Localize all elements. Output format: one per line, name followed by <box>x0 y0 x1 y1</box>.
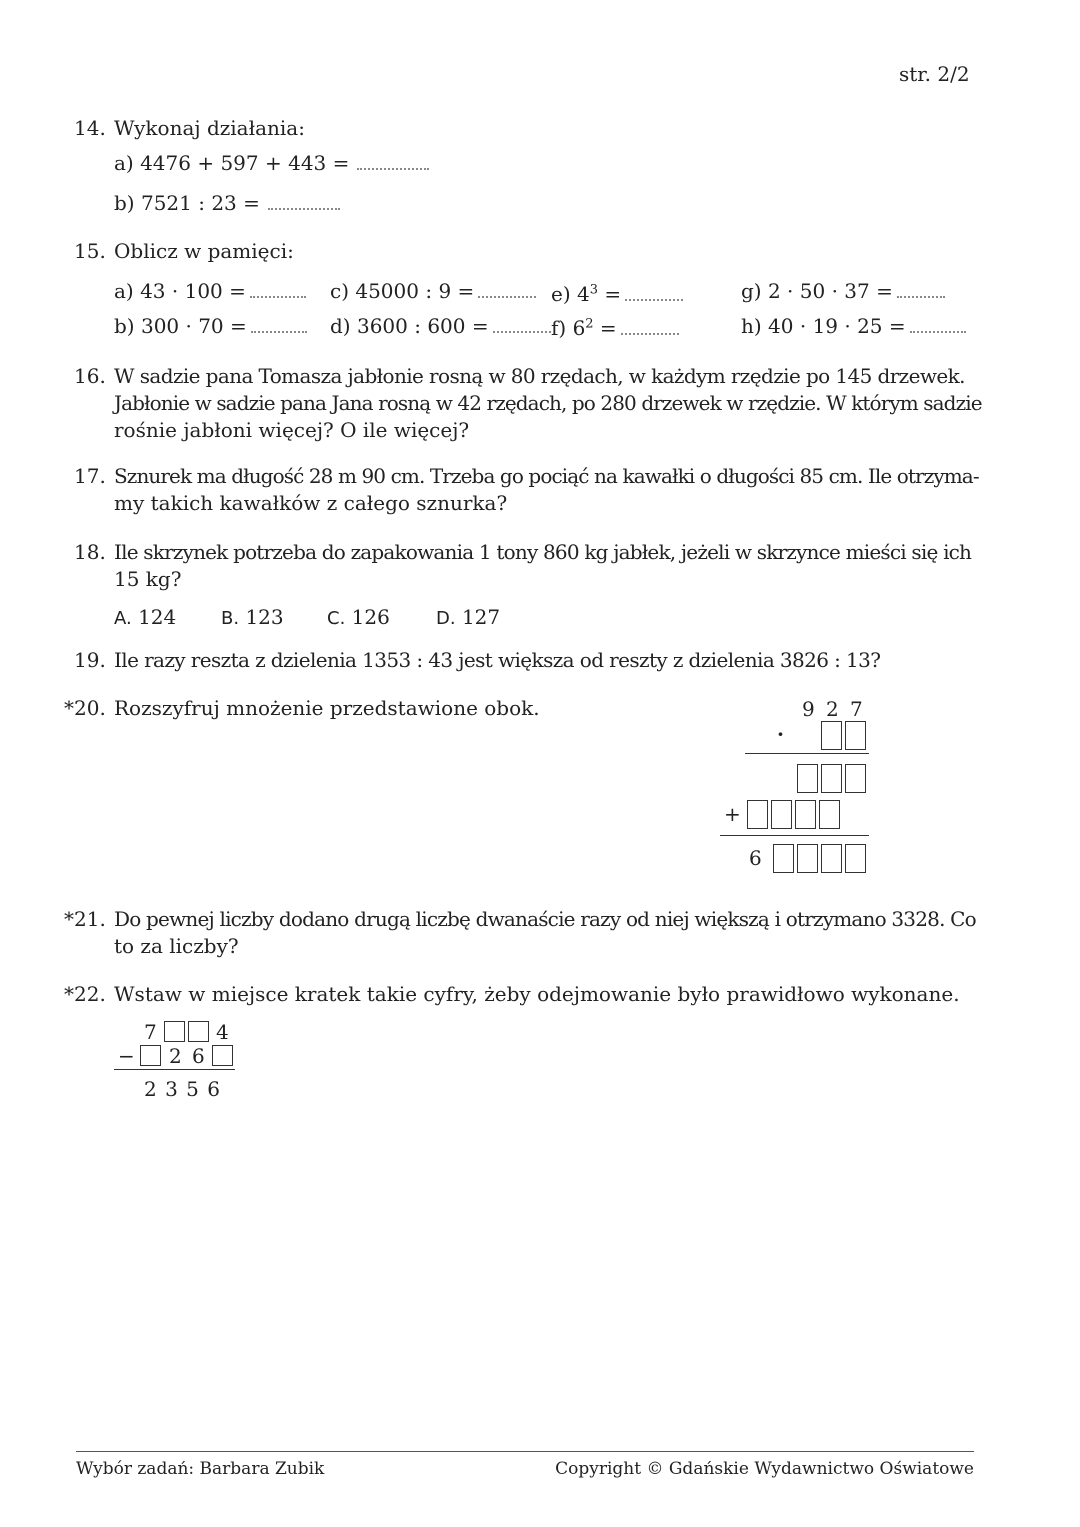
digit-box[interactable] <box>164 1021 185 1042</box>
digit: 6 <box>192 1044 205 1068</box>
digit-box[interactable] <box>845 844 866 873</box>
task-20-text: Rozszyfruj mnożenie przedstawione obok. <box>114 696 540 720</box>
task-15-f-eq: = <box>593 316 617 340</box>
task-15-g-text: g) 2 · 50 · 37 = <box>741 279 893 303</box>
digit-box[interactable] <box>797 764 818 793</box>
digit-box[interactable] <box>212 1045 233 1066</box>
task-15-f-base: f) 6 <box>551 316 586 340</box>
task-15-h-text: h) 40 · 19 · 25 = <box>741 314 906 338</box>
task-21-number: *21. <box>64 907 106 931</box>
answer-option-d[interactable] <box>436 605 500 631</box>
answer-blank[interactable] <box>357 156 429 170</box>
task-15-f-exp: 2 <box>585 316 594 332</box>
difference-line <box>114 1069 235 1070</box>
task-15-title: Oblicz w pamięci: <box>114 239 294 263</box>
footer-rule <box>76 1451 974 1452</box>
page-number: str. 2/2 <box>899 62 970 86</box>
task-21-line-2: to za liczby? <box>114 934 239 958</box>
task-19-number: 19. <box>74 648 106 672</box>
digit: 4 <box>216 1020 229 1044</box>
task-14-number: 14. <box>74 116 106 140</box>
task-15-a-text: a) 43 · 100 = <box>114 279 246 303</box>
task-15-b-text: b) 300 · 70 = <box>114 314 247 338</box>
task-14-title: Wykonaj działania: <box>114 116 305 140</box>
sum-line <box>720 835 869 836</box>
plus-sign: + <box>724 802 741 826</box>
digit-box[interactable] <box>821 721 842 750</box>
task-18-line-1: Ile skrzynek potrzeba do zapakowania 1 tony 860 kg jabłek, jeżeli w skrzynce mieści się ich <box>114 540 972 564</box>
option-letter: D. <box>436 608 456 629</box>
task-15-d-text: d) 3600 : 600 = <box>330 314 489 338</box>
digit-box[interactable] <box>140 1045 161 1066</box>
footer-copyright: Copyright © Gdańskie Wydawnictwo Oświatowe <box>555 1459 974 1479</box>
answer-blank[interactable] <box>625 287 683 301</box>
task-18-line-2: 15 kg? <box>114 567 182 591</box>
digit-box[interactable] <box>821 764 842 793</box>
task-15-c-text: c) 45000 : 9 = <box>330 279 475 303</box>
digit-box[interactable] <box>797 844 818 873</box>
digit: 2 <box>169 1044 182 1068</box>
answer-option-a[interactable] <box>114 605 176 631</box>
minus-sign: − <box>118 1044 135 1068</box>
task-16-number: 16. <box>74 364 106 388</box>
answer-blank[interactable] <box>910 319 966 333</box>
digit: 7 <box>144 1020 157 1044</box>
option-value: 126 <box>351 605 390 629</box>
option-value: 124 <box>138 605 177 629</box>
answer-option-b[interactable] <box>221 605 284 631</box>
task-17-line-2: my takich kawałków z całego sznurka? <box>114 491 508 515</box>
option-letter: C. <box>327 608 346 629</box>
answer-blank[interactable] <box>268 196 340 210</box>
result: 2 3 5 6 <box>144 1077 220 1101</box>
task-15-d <box>330 314 551 338</box>
task-16-line-3: rośnie jabłoni więcej? O ile więcej? <box>114 418 470 442</box>
digit-box[interactable] <box>819 800 840 829</box>
task-14-a-text: a) 4476 + 597 + 443 = <box>114 151 350 175</box>
task-22-text: Wstaw w miejsce kratek takie cyfry, żeby odejmowanie było prawidłowo wykonane. <box>114 982 960 1006</box>
digit-box[interactable] <box>747 800 768 829</box>
digit: 9 <box>802 697 815 721</box>
task-15-e-exp: 3 <box>589 282 599 298</box>
digit-box[interactable] <box>771 800 792 829</box>
task-14-a <box>114 151 429 175</box>
task-15-e <box>551 282 683 306</box>
task-17-line-1: Sznurek ma długość 28 m 90 cm. Trzeba go pociąć na kawałki o długości 85 cm. Ile otrzyma- <box>114 464 979 488</box>
digit-box[interactable] <box>773 844 794 873</box>
task-20-number: *20. <box>64 696 106 720</box>
digit: 2 <box>826 697 839 721</box>
answer-option-c[interactable] <box>327 605 390 631</box>
digit-box[interactable] <box>845 721 866 750</box>
task-15-b <box>114 314 307 338</box>
task-18-number: 18. <box>74 540 106 564</box>
answer-blank[interactable] <box>478 284 536 298</box>
task-14-b-text: b) 7521 : 23 = <box>114 191 260 215</box>
task-15-f <box>551 316 679 340</box>
task-19-text: Ile razy reszta z dzielenia 1353 : 43 jest większa od reszty z dzielenia 3826 : 13? <box>114 648 881 672</box>
answer-blank[interactable] <box>621 321 679 335</box>
answer-blank[interactable] <box>897 284 945 298</box>
digit-box[interactable] <box>845 764 866 793</box>
digit-box[interactable] <box>795 800 816 829</box>
times-sign: · <box>777 722 784 746</box>
digit-box[interactable] <box>188 1021 209 1042</box>
sum-line <box>745 753 869 754</box>
task-16-line-1: W sadzie pana Tomasza jabłonie rosną w 80 rzędach, w każdym rzędzie po 145 drzewek. <box>114 364 965 388</box>
task-15-e-base: e) 4 <box>551 282 590 306</box>
digit: 6 <box>749 846 762 870</box>
digit: 7 <box>850 697 863 721</box>
answer-blank[interactable] <box>251 319 307 333</box>
answer-blank[interactable] <box>493 319 551 333</box>
task-21-line-1: Do pewnej liczby dodano drugą liczbę dwanaście razy od niej większą i otrzymano 3328. Co <box>114 907 976 931</box>
option-letter: B. <box>221 608 240 629</box>
digit-box[interactable] <box>821 844 842 873</box>
task-22-number: *22. <box>64 982 106 1006</box>
task-17-number: 17. <box>74 464 106 488</box>
option-value: 127 <box>461 605 501 629</box>
task-15-e-eq: = <box>598 282 622 306</box>
option-letter: A. <box>114 608 132 629</box>
task-15-h <box>741 314 966 338</box>
task-15-number: 15. <box>74 239 106 263</box>
task-14-b <box>114 191 340 215</box>
task-15-c <box>330 279 536 303</box>
task-16-line-2: Jabłonie w sadzie pana Jana rosną w 42 rzędach, po 280 drzewek w rzędzie. W którym sadzie <box>114 391 982 415</box>
option-value: 123 <box>245 605 284 629</box>
answer-blank[interactable] <box>250 284 306 298</box>
task-15-a <box>114 279 306 303</box>
footer-author: Wybór zadań: Barbara Zubik <box>76 1459 325 1479</box>
task-15-g <box>741 279 945 303</box>
